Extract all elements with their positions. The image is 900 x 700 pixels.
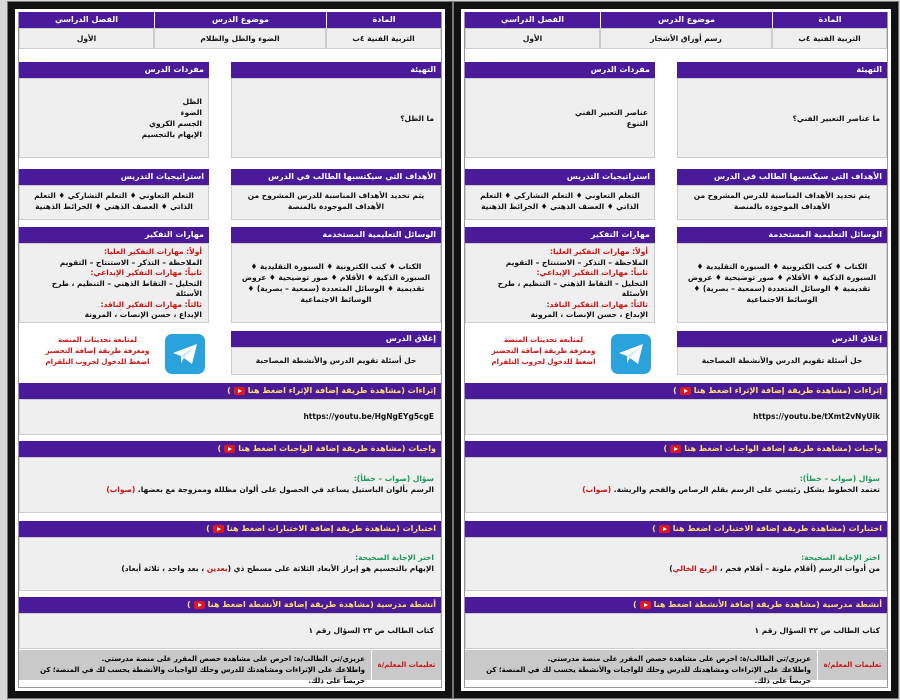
activities-body — [19, 613, 441, 649]
goals-header: الأهداف التي سيكتسبها الطالب في الدرس — [231, 169, 441, 185]
activities-header-text: أنشطة مدرسية (مشاهدة طريقة إضافة الأنشطة اضغط هنا — [653, 600, 882, 609]
subject-header: المادة — [772, 12, 887, 28]
skills-heading: ثانياً: مهارات التفكير الإبداعي: — [90, 268, 202, 277]
telegram-link[interactable]: لمتابعة تحديثات المنصة ومعرفة طريقة إضافة التحضير اضغط للدخول لجروب التلقرام — [491, 336, 596, 366]
tests-correct-answer: الربع الخالي — [672, 564, 718, 573]
youtube-icon[interactable] — [680, 387, 691, 395]
closing-body: حل أسئلة تقويم الدرس والأنشطة المصاحبة — [231, 347, 441, 375]
closing-body: حل أسئلة تقويم الدرس والأنشطة المصاحبة — [677, 347, 887, 375]
topic-value: رسم أوراق الأشجار — [600, 28, 772, 49]
subject-header: المادة — [326, 12, 441, 28]
homework-answer: (صواب) — [582, 485, 612, 494]
lesson-info-table — [465, 12, 887, 49]
skills-header: مهارات التفكير — [19, 227, 209, 243]
skills-body — [19, 243, 209, 323]
topic-header: موضوع الدرس — [154, 12, 326, 28]
instructions-text — [19, 650, 371, 685]
vocab-body — [465, 78, 655, 158]
homework-header[interactable] — [19, 441, 441, 457]
skills-list: الإبداع ، حسن الإنصات ، المرونة — [530, 310, 648, 319]
warmup-header: التهيئة — [231, 62, 441, 78]
instructions-label: تعليمات المعلم/ة — [817, 650, 887, 680]
tests-label: اختر الإجابة الصحيحة: — [801, 553, 880, 562]
warmup-body — [677, 78, 887, 158]
activities-header-paren: ) — [186, 600, 191, 609]
tests-body — [465, 537, 887, 591]
closing-header: إغلاق الدرس — [231, 331, 441, 347]
instructions-line: عزيزي/تي الطالب/ة: احرص على مشاهدة حصص المقرر على منصة مدرستي. — [101, 655, 365, 663]
skills-body — [465, 243, 655, 323]
tests-header-text: اختبارات (مشاهدة طريقة إضافة الاختبارات اضغط هنا — [672, 524, 882, 533]
homework-header-text: واجبات (مشاهدة طريقة إضافة الواجبات اضغط هنا — [684, 444, 882, 453]
homework-answer: (صواب) — [106, 485, 136, 494]
tests-label: اختر الإجابة الصحيحة: — [355, 553, 434, 562]
goals-body: يتم تحديد الأهداف المناسبة للدرس المشروح من الأهداف الموجودة بالمنصة — [231, 185, 441, 220]
activities-header-paren: ) — [632, 600, 637, 609]
topic-header: موضوع الدرس — [600, 12, 772, 28]
closing-header: إغلاق الدرس — [677, 331, 887, 347]
enrichment-link[interactable]: https://youtu.be/HgNgEYg5cgE — [303, 412, 434, 421]
tests-question-post: ، بعد واحد ، ثلاثة أبعاد) — [121, 564, 207, 573]
youtube-icon[interactable] — [640, 601, 651, 609]
enrichment-header-text: إثراءات (مشاهدة طريقة إضافة الإثراء اضغط هنا — [693, 386, 882, 395]
tests-question — [26, 563, 434, 574]
warmup-text: ما الظل؟ — [400, 113, 434, 123]
warmup-text: ما عناصر التعبير الفني؟ — [792, 113, 880, 123]
skills-list: الملاحظة – التذكر – الاستنتاج – التقويم — [505, 257, 648, 267]
tests-correct-answer: بعدين — [206, 564, 228, 573]
activities-text: كتاب الطالب ص ٢٣ السؤال رقم ١ — [308, 626, 434, 635]
enrichment-body — [19, 399, 441, 435]
teacher-instructions — [19, 650, 441, 685]
topic-value: الضوء والظل والظلام — [154, 28, 326, 49]
vocab-item: الإيهام بالتجسيم — [141, 130, 202, 139]
tests-question-pre: الإيهام بالتجسيم هو إبراز الأبعاد الثلاثة على مسطح ذي ( — [227, 564, 434, 573]
telegram-icon[interactable] — [165, 334, 205, 374]
homework-header-text: واجبات (مشاهدة طريقة إضافة الواجبات اضغط هنا — [238, 444, 436, 453]
tests-question-pre: من أدوات الرسم (أقلام ملونة – أقلام فحم ، — [717, 564, 880, 573]
activities-header-text: أنشطة مدرسية (مشاهدة طريقة إضافة الأنشطة اضغط هنا — [207, 600, 436, 609]
enrichment-header-paren: ) — [673, 386, 677, 395]
homework-question-text: الرسم بألوان الباستيل يساعد في الحصول على ألوان مظللة وممزوجة مع بعضها. — [137, 485, 434, 494]
skills-heading: ثالثاً: مهارات التفكير الناقد: — [100, 299, 202, 309]
tests-question — [472, 563, 880, 574]
teacher-instructions — [465, 650, 887, 685]
subject-value: التربية الفنية ٤ب — [326, 28, 441, 49]
term-header: الفصل الدراسي — [19, 12, 154, 28]
lesson-plan-page-2 — [454, 2, 898, 698]
vocab-header: مفردات الدرس — [19, 62, 209, 78]
media-body — [677, 243, 887, 323]
activities-body — [465, 613, 887, 649]
goals-header: الأهداف التي سيكتسبها الطالب في الدرس — [677, 169, 887, 185]
activities-text: كتاب الطالب ص ٣٢ السؤال رقم ١ — [754, 626, 880, 635]
media-text: الكتاب ♦ كتب الكترونية ♦ السبورة التقليدية ♦ السبورة الذكية ♦ الأقلام ♦ صور توضيحية ♦ عروض تقديمية ♦ الوسائل المتعددة (سمعية – بصرية) ♦ الوسائط الاجتماعية — [241, 262, 431, 304]
homework-header-paren: ) — [217, 444, 222, 453]
skills-list: الإبداع ، حسن الإنصات ، المرونة — [84, 310, 202, 319]
strategies-body: التعلم التعاوني ♦ التعلم التشاركي ♦ التعلم الذاتي ♦ العصف الذهني ♦ الخرائط الذهنية — [19, 185, 209, 220]
vocab-item: عناصر التعبير الفني — [574, 108, 648, 117]
tests-header-text: اختبارات (مشاهدة طريقة إضافة الاختبارات اضغط هنا — [226, 524, 436, 533]
skills-list: التحليل – التقاط الذهني – التنظيم ، طرح الأسئلة — [497, 278, 648, 298]
strategies-header: استراتيجيات التدريس — [19, 169, 209, 185]
youtube-icon[interactable] — [670, 445, 681, 453]
warmup-body — [231, 78, 441, 158]
homework-question-text: تعتمد الخطوط بشكل رئيسي على الرسم بقلم الرصاص والفحم والريشة. — [613, 485, 880, 494]
skills-heading: ثانياً: مهارات التفكير الإبداعي: — [536, 268, 648, 277]
activities-header[interactable] — [465, 597, 887, 613]
vocab-item: التنوع — [626, 119, 648, 128]
homework-label: سؤال (صواب – خطأ): — [353, 474, 434, 483]
tests-header-paren: ) — [206, 524, 210, 533]
strategies-body: التعلم التعاوني ♦ التعلم التشاركي ♦ التعلم الذاتي ♦ العصف الذهني ♦ الخرائط الذهنية — [465, 185, 655, 220]
skills-heading: أولاً: مهارات التفكير العليا: — [104, 247, 202, 256]
enrichment-header[interactable] — [465, 383, 887, 399]
homework-question — [26, 484, 434, 495]
tests-header[interactable] — [19, 521, 441, 537]
tests-body — [19, 537, 441, 591]
vocab-item: الظل — [182, 97, 202, 106]
homework-body — [465, 457, 887, 513]
strategies-header: استراتيجيات التدريس — [465, 169, 655, 185]
goals-body: يتم تحديد الأهداف المناسبة للدرس المشروح من الأهداف الموجودة بالمنصة — [677, 185, 887, 220]
youtube-icon[interactable] — [224, 445, 235, 453]
vocab-body — [19, 78, 209, 158]
telegram-icon[interactable] — [611, 334, 651, 374]
term-value: الأول — [465, 28, 600, 49]
homework-body — [19, 457, 441, 513]
media-body — [231, 243, 441, 323]
instructions-label: تعليمات المعلم/ة — [371, 650, 441, 680]
skills-list: الملاحظة – التذكر – الاستنتاج – التقويم — [59, 257, 202, 267]
skills-heading: ثالثاً: مهارات التفكير الناقد: — [546, 299, 648, 309]
homework-question — [472, 484, 880, 495]
vocab-item: الجسم الكروي — [149, 119, 202, 128]
subject-value: التربية الفنية ٤ب — [772, 28, 887, 49]
enrichment-header-paren: ) — [227, 386, 231, 395]
youtube-icon[interactable] — [194, 601, 205, 609]
instructions-text — [465, 650, 817, 685]
vocab-header: مفردات الدرس — [465, 62, 655, 78]
lesson-plan-page-1 — [8, 2, 452, 698]
youtube-icon[interactable] — [213, 525, 224, 533]
instructions-line: واطلاعك على الإثراءات ومشاهدتك للدرس وحلك للواجبات والأنشطة يحسب لك في المنصة؛ كن حريصاً على ذلك. — [40, 666, 365, 685]
enrichment-header[interactable] — [19, 383, 441, 399]
homework-header-paren: ) — [663, 444, 668, 453]
vocab-item: الضوء — [180, 108, 202, 117]
media-text: الكتاب ♦ كتب الكترونية ♦ السبورة التقليدية ♦ السبورة الذكية ♦ الأقلام ♦ صور توضيحية ♦ عروض تقديمية ♦ الوسائل المتعددة (سمعية – بصرية) ♦ الوسائط الاجتماعية — [687, 262, 877, 304]
instructions-line: عزيزي/تي الطالب/ة: احرص على مشاهدة حصص المقرر على منصة مدرستي. — [547, 655, 811, 663]
instructions-line: واطلاعك على الإثراءات ومشاهدتك للدرس وحلك للواجبات والأنشطة يحسب لك في المنصة؛ كن حريصاً على ذلك. — [486, 666, 811, 685]
youtube-icon[interactable] — [234, 387, 245, 395]
homework-header[interactable] — [465, 441, 887, 457]
telegram-link[interactable]: لمتابعة تحديثات المنصة ومعرفة طريقة إضافة التحضير اضغط للدخول لجروب التلقرام — [45, 336, 150, 366]
enrichment-link[interactable]: https://youtu.be/tXmt2vNyUik — [753, 412, 880, 421]
activities-header[interactable] — [19, 597, 441, 613]
media-header: الوسائل التعليمية المستخدمة — [231, 227, 441, 243]
youtube-icon[interactable] — [659, 525, 670, 533]
enrichment-header-text: إثراءات (مشاهدة طريقة إضافة الإثراء اضغط هنا — [247, 386, 436, 395]
warmup-header: التهيئة — [677, 62, 887, 78]
tests-header-paren: ) — [652, 524, 656, 533]
tests-header[interactable] — [465, 521, 887, 537]
homework-label: سؤال (صواب – خطأ): — [799, 474, 880, 483]
term-header: الفصل الدراسي — [465, 12, 600, 28]
media-header: الوسائل التعليمية المستخدمة — [677, 227, 887, 243]
tests-question-post: ) — [669, 564, 673, 573]
skills-heading: أولاً: مهارات التفكير العليا: — [550, 247, 648, 256]
skills-list: التحليل – التقاط الذهني – التنظيم ، طرح الأسئلة — [51, 278, 202, 298]
skills-header: مهارات التفكير — [465, 227, 655, 243]
lesson-info-table — [19, 12, 441, 49]
term-value: الأول — [19, 28, 154, 49]
enrichment-body — [465, 399, 887, 435]
